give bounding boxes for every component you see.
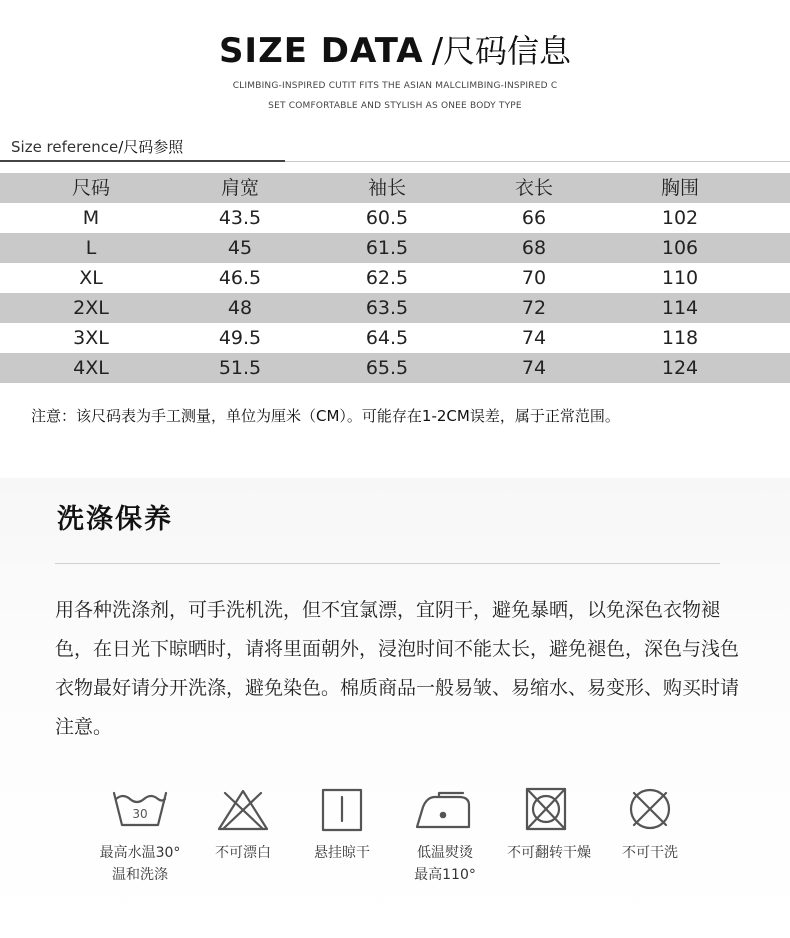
table-cell: 60.5 [365,207,409,229]
care-icon-label [85,842,195,886]
table-cell: 64.5 [365,327,409,349]
table-cell: 62.5 [365,267,409,289]
table-cell: 74 [521,327,547,349]
header-shoulder: 肩宽 [220,177,259,199]
care-icon-label [188,842,298,864]
table-cell: 49.5 [218,327,262,349]
table-cell: 63.5 [365,297,409,319]
hang-dry-icon [312,785,372,835]
table-cell: 45 [227,237,253,259]
wash-30-icon [110,785,170,835]
size-table [0,173,790,383]
size-reference-label [11,136,183,157]
table-cell: 106 [661,237,699,259]
title-english: SIZE DATA [218,31,424,71]
no-bleach-icon [213,785,273,835]
hang-dry-label: 悬挂晾干 [314,845,370,861]
care-title: 洗涤保养 [57,504,173,535]
size-reference-cn: /尺码参照 [118,138,184,156]
header-length: 衣长 [514,177,553,199]
table-cell: 66 [521,207,547,229]
table-row [0,293,790,323]
table-cell: 102 [661,207,699,229]
table-row [0,323,790,353]
header-sleeve: 袖长 [367,177,406,199]
table-cell: 3XL [73,327,109,349]
table-cell: 72 [521,297,547,319]
table-cell: L [85,237,97,259]
low-iron-icon [413,785,473,835]
table-cell: 4XL [73,357,109,379]
table-cell: 43.5 [218,207,262,229]
subtitle-line-2: SET COMFORTABLE AND STYLISH AS ONEE BODY TYPE [268,101,522,111]
table-cell: 65.5 [365,357,409,379]
header-chest: 胸围 [660,177,699,199]
subtitle-line-1: CLIMBING-INSPIRED CUTIT FITS THE ASIAN MALCLIMBING-INSPIRED C [232,81,558,91]
care-icon-label [287,842,397,864]
title-separator: / [431,31,444,71]
table-cell: 2XL [73,297,109,319]
care-instructions: 用各种洗涤剂，可手洗机洗，但不宜氯漂，宜阴干，避免暴晒，以免深色衣物褪色，在日光下晾晒时，请将里面朝外，浸泡时间不能太长，避免褪色，深色与浅色衣物最好请分开洗涤，避免染色。棉质商品一般易皱、易缩水、易变形、购买时请注意。 [55,599,740,738]
wash-temperature-marking: 30 [132,807,148,821]
table-header-row [0,173,790,203]
low-iron-label-line2: 最高110° [414,867,476,883]
table-cell: 74 [521,357,547,379]
table-cell: XL [79,267,103,289]
low-iron-label-line1: 低温熨烫 [417,845,473,861]
table-cell: M [82,207,100,229]
table-cell: 114 [661,297,699,319]
no-tumble-dry-icon [516,785,576,835]
measurement-note: 注意：该尺码表为手工测量，单位为厘米（CM）。可能存在1-2CM误差，属于正常范围。 [31,407,620,425]
table-cell: 61.5 [365,237,409,259]
care-icon-label [494,842,604,864]
section-underline [0,160,285,162]
no-bleach-label: 不可漂白 [215,845,271,861]
wash-label-line1: 最高水温30° [99,845,181,861]
table-cell: 110 [661,267,699,289]
table-cell: 51.5 [218,357,262,379]
care-icon-label [390,842,500,886]
size-reference-en: Size reference [11,138,119,156]
table-row [0,233,790,263]
care-icon-label [595,842,705,864]
table-row [0,353,790,383]
no-dry-clean-icon [620,785,680,835]
table-cell: 46.5 [218,267,262,289]
header-size: 尺码 [71,177,110,199]
title-chinese: 尺码信息 [443,32,572,70]
table-cell: 118 [661,327,699,349]
table-cell: 68 [521,237,547,259]
wash-label-line2: 温和洗涤 [112,867,168,883]
table-row [0,263,790,293]
no-dry-clean-label: 不可干洗 [622,845,678,861]
table-cell: 70 [521,267,547,289]
table-cell: 48 [227,297,253,319]
table-row [0,203,790,233]
page-title [0,26,790,72]
no-tumble-dry-label: 不可翻转干燥 [507,845,591,861]
care-divider [55,563,720,564]
table-cell: 124 [661,357,699,379]
section-divider [285,161,790,162]
